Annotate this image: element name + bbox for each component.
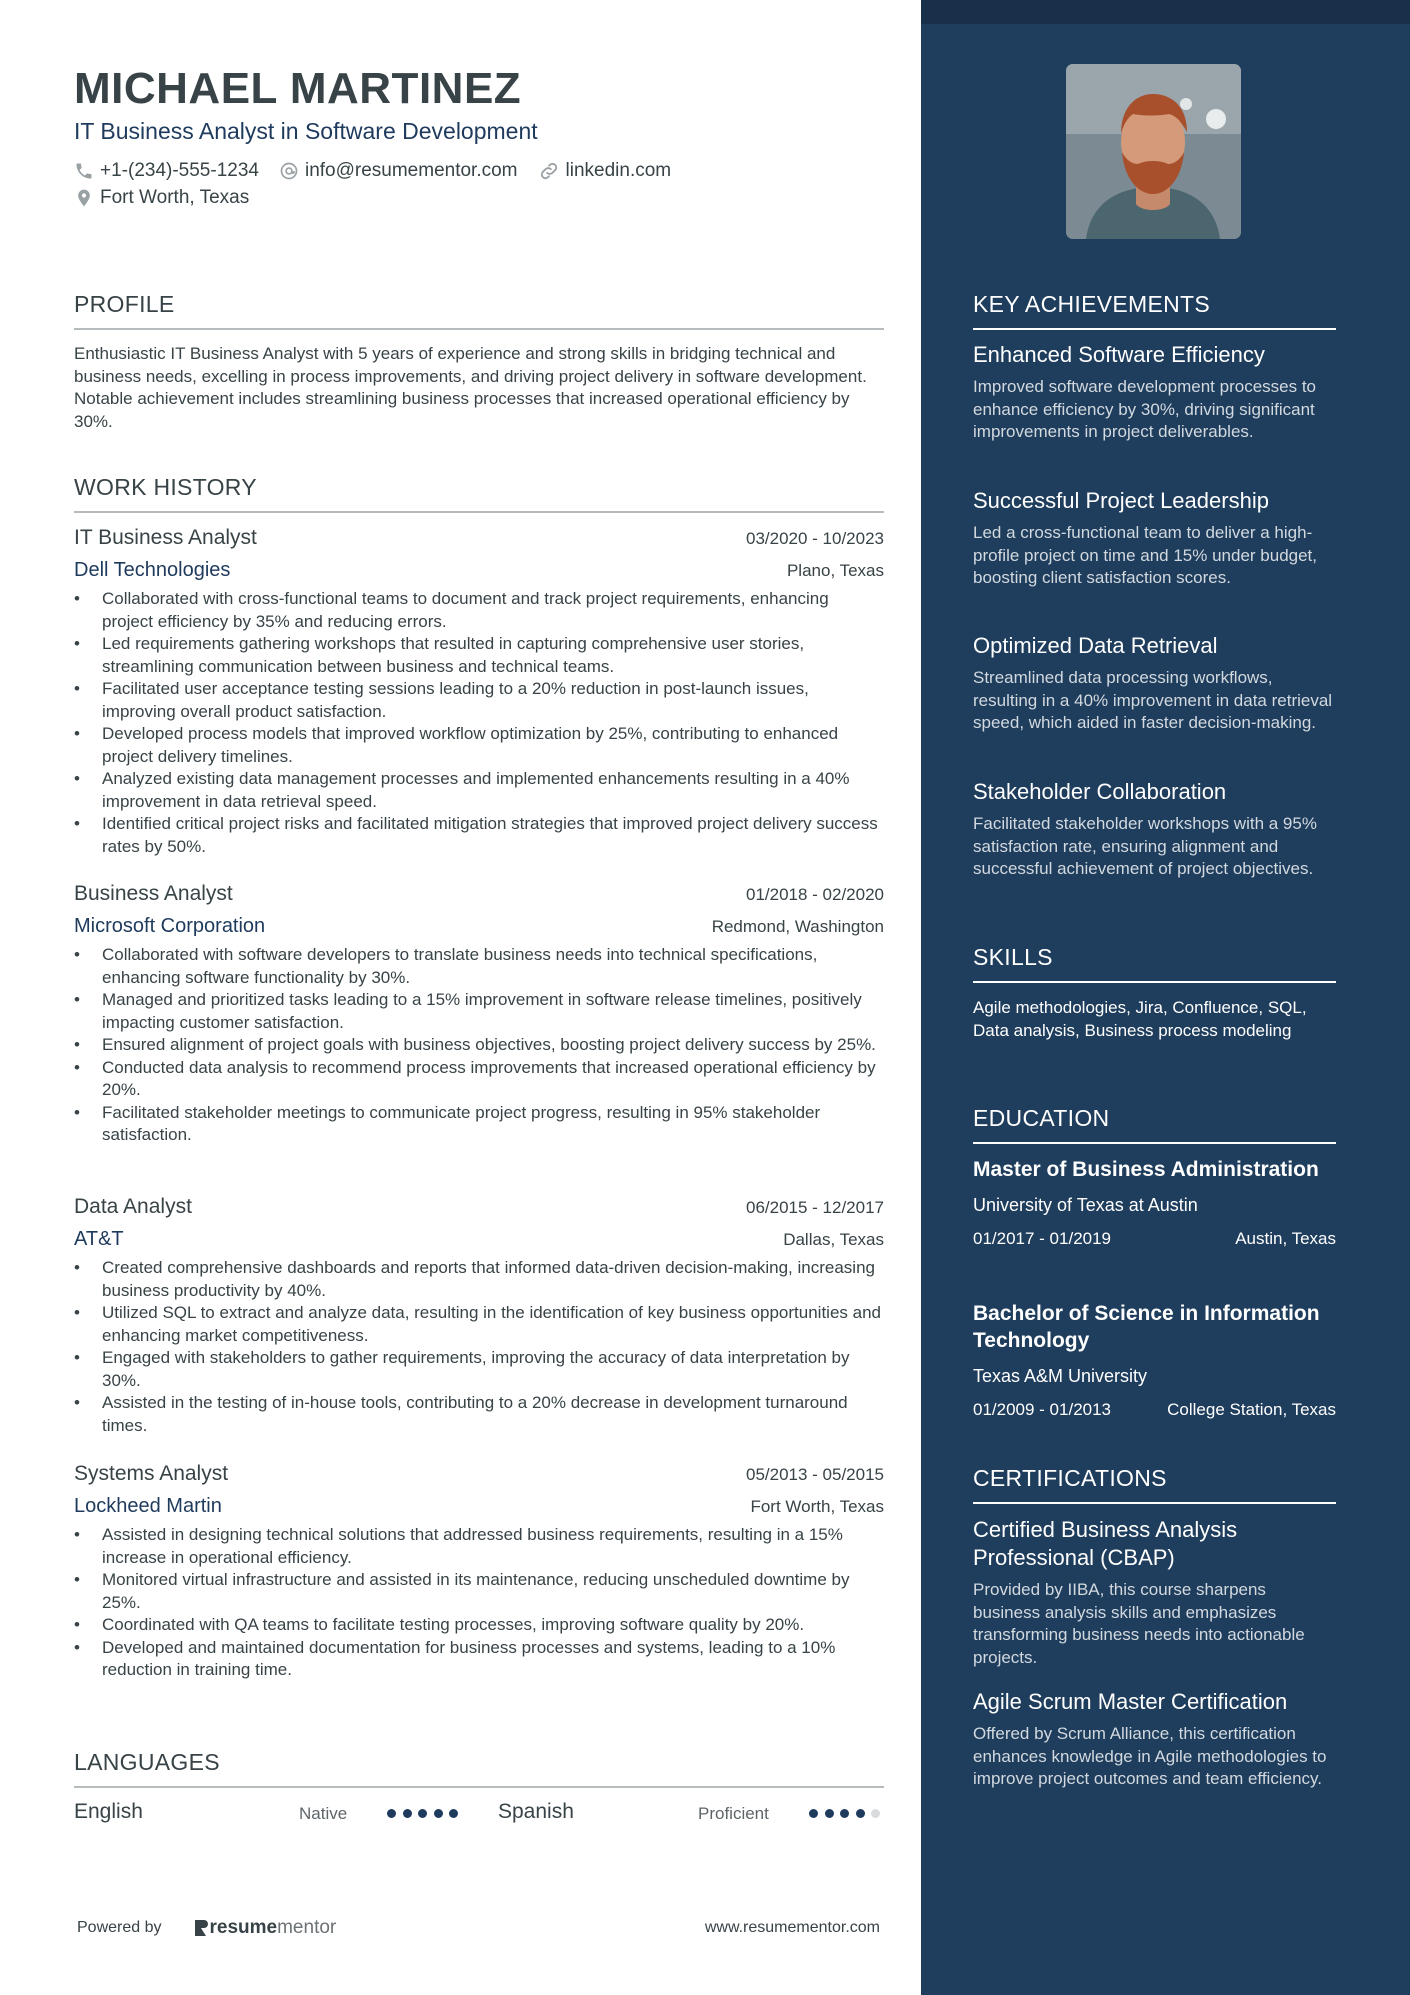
rating-dot-filled xyxy=(840,1809,849,1818)
sidebar xyxy=(921,0,1410,1995)
language-level: Native xyxy=(299,1804,348,1823)
contact-linkedin[interactable] xyxy=(538,160,672,182)
bullet-item: • Developed and maintained documentation for business processes and systems, leading to a 10% reduction in training time. xyxy=(74,1637,884,1682)
powered-by xyxy=(74,1917,336,1939)
rating-dot-filled xyxy=(809,1809,818,1818)
language-name: Spanish xyxy=(498,1800,574,1823)
job-entry xyxy=(74,526,884,858)
certification-text: Offered by Scrum Alliance, this certification enhances knowledge in Agile methodologies to improve project outcomes and team efficiency. xyxy=(973,1724,1327,1788)
achievement-item xyxy=(973,341,1336,444)
job-bullets xyxy=(74,944,884,1147)
education-item xyxy=(973,1156,1336,1249)
bullet-item: • Led requirements gathering workshops that resulted in capturing comprehensive user stories, streamlining communication between business and technical teams. xyxy=(74,633,884,678)
certification-title: Certified Business Analysis Professional (CBAP) xyxy=(973,1517,1238,1570)
footer xyxy=(74,1917,884,1939)
logo-light-text: mentor xyxy=(277,1917,337,1938)
achievement-title: Enhanced Software Efficiency xyxy=(973,342,1265,367)
contact-row xyxy=(74,160,691,182)
bullet-item: • Developed process models that improved workflow optimization by 25%, contributing to enhanced project delivery timelines. xyxy=(74,723,884,768)
bullet-item: • Collaborated with software developers to translate business needs into technical specifications, enhancing software functionality by 30%. xyxy=(74,944,884,989)
bullet-item: • Facilitated stakeholder meetings to communicate project progress, resulting in 95% stakeholder satisfaction. xyxy=(74,1102,884,1147)
job-title-headline: IT Business Analyst in Software Development xyxy=(74,118,538,144)
rating-dot-filled xyxy=(856,1809,865,1818)
bullet-item: • Analyzed existing data management processes and implemented enhancements resulting in a 40% improvement in data retrieval speed. xyxy=(74,768,884,813)
bullet-item: • Utilized SQL to extract and analyze data, resulting in the identification of key business opportunities and enhancing market competitiveness. xyxy=(74,1302,884,1347)
education-location: Austin, Texas xyxy=(1235,1229,1336,1248)
sidebar-content xyxy=(973,0,1336,1995)
phone-text: +1-(234)-555-1234 xyxy=(100,160,259,181)
achievement-text: Led a cross-functional team to deliver a high-profile project on time and 15% under budget, boosting client satisfaction scores. xyxy=(973,523,1318,587)
resumementor-logo-icon xyxy=(192,1918,210,1938)
bullet-item: • Managed and prioritized tasks leading to a 15% improvement in software release timelines, positively impacting customer satisfaction. xyxy=(74,989,884,1034)
job-entry xyxy=(74,1195,884,1437)
rating-dot-filled xyxy=(434,1809,443,1818)
contact-phone[interactable] xyxy=(74,160,259,182)
bullet-item: • Engaged with stakeholders to gather requirements, improving the accuracy of data interpretation by 30%. xyxy=(74,1347,884,1392)
rating-dot-empty xyxy=(871,1809,880,1818)
rating-dot-filled xyxy=(825,1809,834,1818)
job-dates: 01/2018 - 02/2020 xyxy=(745,885,884,904)
job-title: IT Business Analyst xyxy=(74,526,257,549)
education-location: College Station, Texas xyxy=(1167,1400,1336,1419)
job-dates: 03/2020 - 10/2023 xyxy=(745,529,884,548)
resumementor-logo[interactable] xyxy=(192,1917,337,1939)
education-dates: 01/2017 - 01/2019 xyxy=(973,1229,1112,1248)
logo-bold-text: resume xyxy=(209,1917,278,1938)
location-text: Fort Worth, Texas xyxy=(100,187,250,208)
achievement-text: Streamlined data processing workflows, resulting in a 40% improvement in data retrieval speed, which aided in faster decision-making. xyxy=(973,668,1333,732)
job-location: Fort Worth, Texas xyxy=(750,1497,884,1516)
achievement-text: Improved software development processes to enhance efficiency by 30%, driving significant improvements in project deliverables. xyxy=(973,377,1317,441)
job-title: Business Analyst xyxy=(74,882,233,905)
language-level: Proficient xyxy=(698,1804,769,1823)
bullet-item: • Coordinated with QA teams to facilitate testing processes, improving software quality by 20%. xyxy=(74,1614,884,1637)
at-icon xyxy=(279,161,299,181)
phone-icon xyxy=(74,161,94,181)
job-entry xyxy=(74,882,884,1147)
job-company: Lockheed Martin xyxy=(74,1495,222,1517)
education-heading: EDUCATION xyxy=(973,1105,1336,1144)
bullet-item: • Facilitated user acceptance testing sessions leading to a 20% reduction in post-launch issues, improving overall product satisfaction. xyxy=(74,678,884,723)
bullet-item: • Conducted data analysis to recommend process improvements that increased operational efficiency by 20%. xyxy=(74,1057,884,1102)
certification-item xyxy=(973,1688,1336,1791)
achievement-item xyxy=(973,632,1336,735)
job-bullets xyxy=(74,1257,884,1437)
website-link[interactable]: www.resumementor.com xyxy=(704,1919,880,1936)
job-bullets xyxy=(74,1524,884,1682)
rating-dot-filled xyxy=(449,1809,458,1818)
language-rating xyxy=(387,1809,465,1818)
skills-heading: SKILLS xyxy=(973,944,1336,983)
job-entry xyxy=(74,1462,884,1682)
powered-by-text: Powered by xyxy=(77,1919,162,1936)
job-company: Microsoft Corporation xyxy=(74,915,266,937)
language-name: English xyxy=(74,1800,143,1823)
achievements-heading: KEY ACHIEVEMENTS xyxy=(973,291,1336,330)
candidate-name: MICHAEL MARTINEZ xyxy=(74,64,522,113)
certifications-heading: CERTIFICATIONS xyxy=(973,1465,1336,1504)
achievement-text: Facilitated stakeholder workshops with a 95% satisfaction rate, ensuring alignment and successful achievement of project objectives. xyxy=(973,814,1317,878)
bullet-item: • Assisted in the testing of in-house tools, contributing to a 20% decrease in development turnaround times. xyxy=(74,1392,884,1437)
email-text: info@resumementor.com xyxy=(304,160,518,181)
languages-row xyxy=(74,1800,884,1830)
bullet-item: • Collaborated with cross-functional teams to document and track project requirements, enhancing project efficiency by 35% and reducing errors. xyxy=(74,588,884,633)
certification-title: Agile Scrum Master Certification xyxy=(973,1689,1288,1714)
linkedin-text: linkedin.com xyxy=(565,160,672,181)
job-company: AT&T xyxy=(74,1228,124,1250)
achievement-title: Optimized Data Retrieval xyxy=(973,633,1218,658)
language-item xyxy=(498,1800,883,1824)
certification-item xyxy=(973,1516,1336,1669)
certification-text: Provided by IIBA, this course sharpens business analysis skills and emphasizes transforming business needs into actionable projects. xyxy=(973,1580,1305,1667)
education-dates: 01/2009 - 01/2013 xyxy=(973,1400,1112,1419)
languages-heading: LANGUAGES xyxy=(74,1749,884,1788)
job-company: Dell Technologies xyxy=(74,559,231,581)
job-location: Redmond, Washington xyxy=(711,917,884,936)
bullet-item: • Monitored virtual infrastructure and assisted in its maintenance, reducing unscheduled downtime by 25%. xyxy=(74,1569,884,1614)
work-history-heading: WORK HISTORY xyxy=(74,474,884,513)
contact-email[interactable] xyxy=(279,160,518,182)
bullet-item: • Created comprehensive dashboards and reports that informed data-driven decision-making, increasing business productivity by 40%. xyxy=(74,1257,884,1302)
job-location: Plano, Texas xyxy=(786,561,884,580)
contact-location xyxy=(74,187,249,209)
language-rating xyxy=(809,1809,887,1818)
bullet-item: • Identified critical project risks and facilitated mitigation strategies that improved project delivery success rates by 50%. xyxy=(74,813,884,858)
link-icon xyxy=(538,160,560,182)
profile-text: Enthusiastic IT Business Analyst with 5 years of experience and strong skills in bridging technical and business needs, excelling in process improvements, and driving project delivery in software development. Notable achievement includes streamlining business processes that increased operational efficiency by 30%. xyxy=(74,344,867,431)
job-location: Dallas, Texas xyxy=(783,1230,884,1249)
rating-dot-filled xyxy=(418,1809,427,1818)
rating-dot-filled xyxy=(387,1809,396,1818)
contact-row-location xyxy=(74,187,269,209)
skills-text: Agile methodologies, Jira, Confluence, SQL, Data analysis, Business process modeling xyxy=(973,998,1307,1040)
education-school: University of Texas at Austin xyxy=(973,1195,1198,1215)
bullet-item: • Assisted in designing technical solutions that addressed business requirements, resulting in a 15% increase in operational efficiency. xyxy=(74,1524,884,1569)
bullet-item: • Ensured alignment of project goals with business objectives, boosting project delivery success by 25%. xyxy=(74,1034,884,1057)
education-degree: Bachelor of Science in Information Technology xyxy=(973,1302,1320,1352)
rating-dot-filled xyxy=(403,1809,412,1818)
job-dates: 06/2015 - 12/2017 xyxy=(745,1198,884,1217)
language-item xyxy=(74,1800,459,1824)
job-dates: 05/2013 - 05/2015 xyxy=(745,1465,884,1484)
job-title: Systems Analyst xyxy=(74,1462,229,1485)
achievement-title: Successful Project Leadership xyxy=(973,488,1269,513)
job-title: Data Analyst xyxy=(74,1195,192,1218)
education-degree: Master of Business Administration xyxy=(973,1158,1319,1181)
location-pin-icon xyxy=(74,187,94,209)
education-item xyxy=(973,1300,1336,1420)
achievement-item xyxy=(973,487,1336,590)
achievement-title: Stakeholder Collaboration xyxy=(973,779,1227,804)
achievement-item xyxy=(973,778,1336,881)
education-school: Texas A&M University xyxy=(973,1366,1148,1386)
profile-heading: PROFILE xyxy=(74,291,884,330)
job-bullets xyxy=(74,588,884,858)
